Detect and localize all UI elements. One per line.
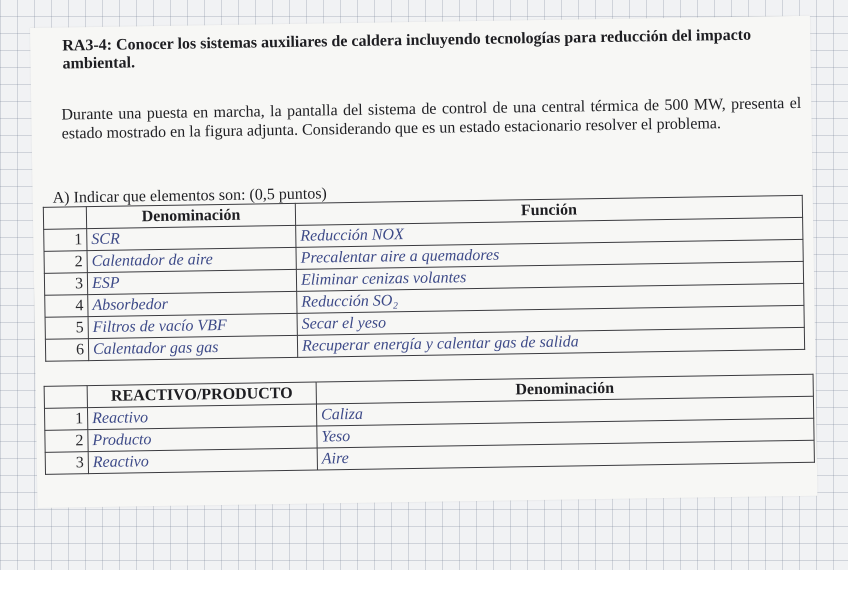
reactivo-producto-header: REACTIVO/PRODUCTO — [87, 382, 316, 408]
question-a-title: A) Indicar que elementos son: (0,5 puntos) — [52, 185, 327, 207]
row-number: 4 — [45, 295, 88, 318]
element-name: Calentador gas gas — [88, 335, 297, 360]
element-name: Filtros de vacío VBF — [88, 313, 297, 338]
element-function: Reducción SO₂ — [297, 283, 804, 313]
row-number: 2 — [45, 430, 88, 453]
substance-kind: Producto — [88, 426, 317, 452]
row-number: 6 — [45, 339, 88, 362]
element-name: ESP — [87, 269, 296, 294]
element-function: Reducción NOX — [296, 217, 803, 247]
denominacion-header: Denominación — [316, 374, 813, 404]
row-number: 1 — [44, 408, 87, 431]
substance-kind: Reactivo — [88, 448, 317, 474]
exam-sheet — [30, 16, 817, 508]
element-function: Precalentar aire a quemadores — [296, 239, 803, 269]
substance-name: Caliza — [316, 396, 813, 426]
element-name: SCR — [87, 225, 296, 250]
row-number: 1 — [44, 229, 87, 252]
problem-statement: Durante una puesta en marcha, la pantalla del sistema de control de una central térmica de 500 MW, presenta el estado mostrado en la figura adjunta. Considerando que es un estado estacionario resolver el problema. — [61, 94, 802, 143]
number-header — [44, 386, 87, 409]
element-function: Secar el yeso — [297, 305, 804, 335]
substance-name: Aire — [317, 440, 814, 470]
substance-kind: Reactivo — [87, 404, 316, 430]
denominacion-header: Denominación — [86, 203, 295, 228]
element-name: Absorbedor — [88, 291, 297, 316]
element-name: Calentador de aire — [87, 247, 296, 272]
exam-heading: RA3-4: Conocer los sistemas auxiliares de caldera incluyendo tecnologías para reducción del impacto ambiental. — [62, 26, 752, 73]
element-function: Eliminar cenizas volantes — [296, 261, 803, 291]
row-number: 2 — [44, 251, 87, 274]
row-number: 5 — [45, 317, 88, 340]
element-function: Recuperar energía y calentar gas de salida — [297, 327, 804, 357]
funcion-header: Función — [295, 195, 802, 225]
reactants-table — [44, 374, 815, 475]
elements-table — [43, 195, 805, 362]
substance-name: Yeso — [317, 418, 814, 448]
row-number: 3 — [45, 452, 88, 475]
row-number: 3 — [44, 273, 87, 296]
number-header — [43, 207, 86, 230]
